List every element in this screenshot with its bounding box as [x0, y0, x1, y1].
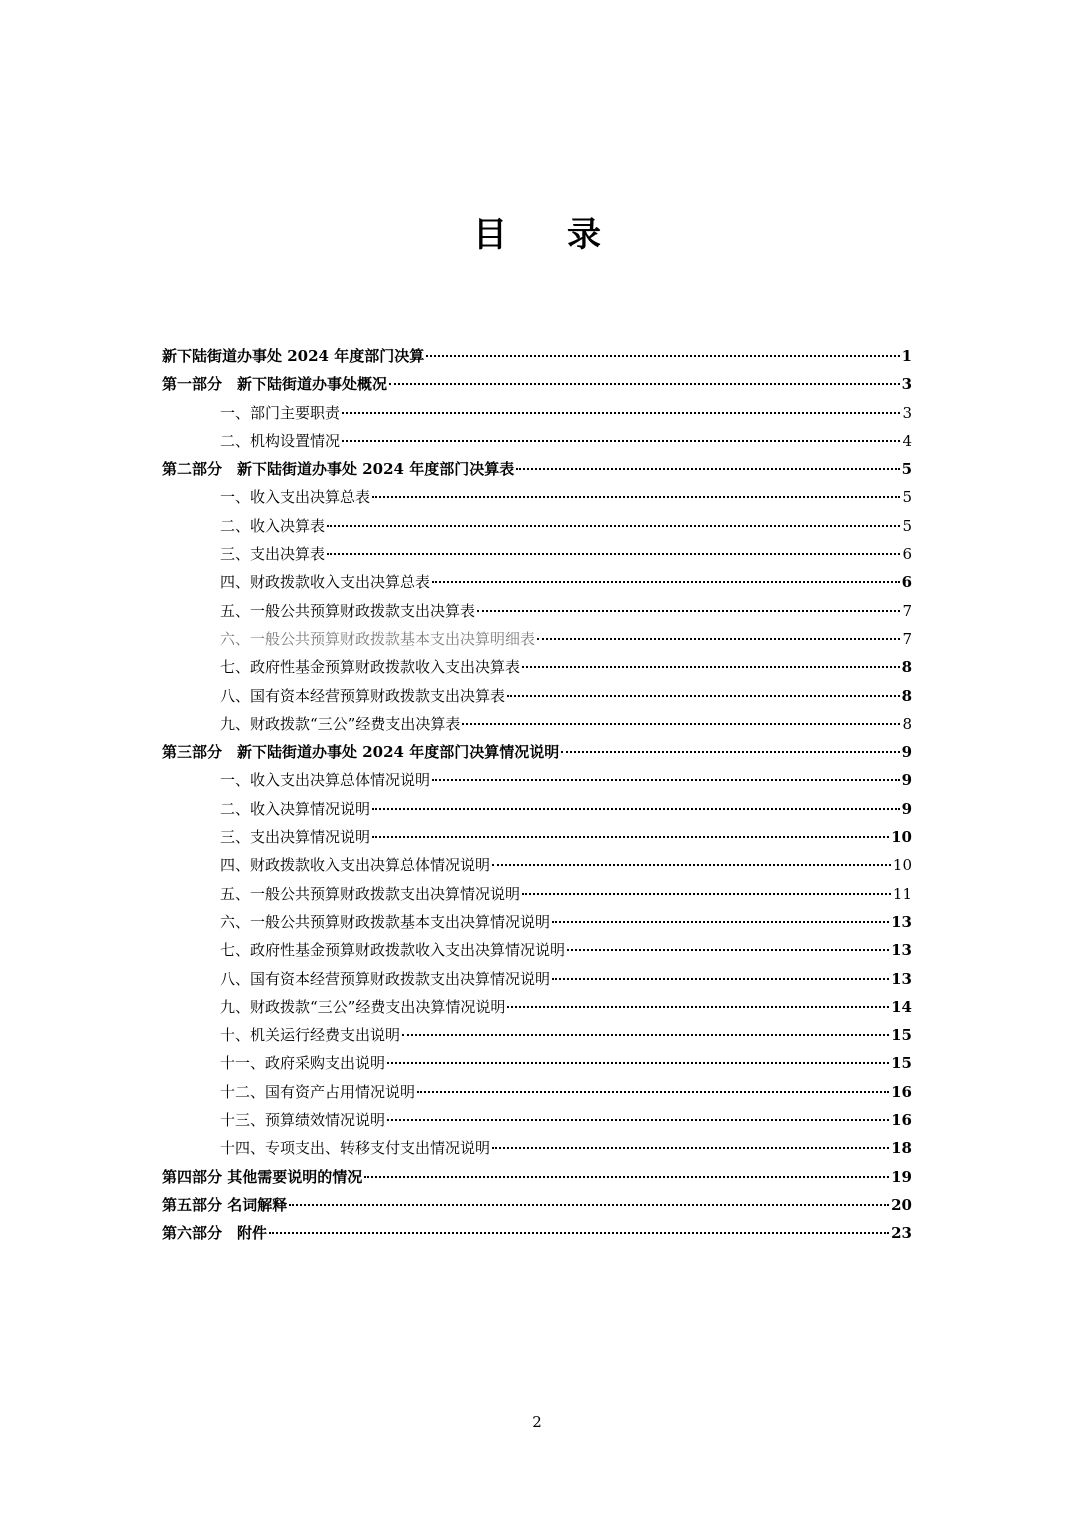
toc-section-entry[interactable]: [162, 1191, 912, 1219]
toc-page-number: 7: [902, 601, 912, 620]
toc-dot-leader: [387, 1061, 889, 1064]
toc-page-number: 7: [902, 629, 912, 648]
toc-dot-leader: [432, 778, 900, 781]
toc-entry-label: 十、机关运行经费支出说明: [220, 1026, 401, 1045]
toc-dot-leader: [552, 920, 889, 923]
toc-page-number: 8: [902, 714, 912, 733]
toc-page-number: 8: [901, 658, 912, 677]
toc-dot-leader: [567, 948, 889, 951]
toc-entry-label: 六、一般公共预算财政拨款基本支出决算明细表: [220, 629, 536, 648]
toc-page-number: 13: [891, 941, 912, 960]
toc-dot-leader: [426, 354, 899, 357]
toc-entry-label: 第一部分 新下陆街道办事处概况: [162, 375, 388, 394]
toc-entry-label: 第三部分 新下陆街道办事处 2024 年度部门决算情况说明: [162, 743, 560, 762]
toc-subsection-entry[interactable]: [162, 625, 912, 653]
toc-subsection-entry[interactable]: [162, 766, 912, 794]
toc-dot-leader: [327, 552, 900, 555]
toc-page-number: 5: [901, 460, 912, 479]
toc-subsection-entry[interactable]: [162, 908, 912, 936]
toc-dot-leader: [417, 1090, 889, 1093]
toc-dot-leader: [269, 1231, 889, 1234]
toc-page-number: 16: [891, 1082, 912, 1101]
toc-subsection-entry[interactable]: [162, 1078, 912, 1106]
toc-page-number: 3: [901, 375, 912, 394]
toc-entry-label: 一、收入支出决算总体情况说明: [220, 771, 431, 790]
toc-dot-leader: [516, 467, 899, 470]
toc-dot-leader: [372, 835, 889, 838]
toc-dot-leader: [522, 892, 891, 895]
toc-dot-leader: [507, 694, 900, 697]
toc-dot-leader: [537, 637, 900, 640]
toc-subsection-entry[interactable]: [162, 880, 912, 908]
toc-subsection-entry[interactable]: [162, 483, 912, 511]
toc-subsection-entry[interactable]: [162, 540, 912, 568]
toc-dot-leader: [432, 580, 900, 583]
toc-page-number: 15: [891, 1026, 912, 1045]
toc-dot-leader: [372, 807, 900, 810]
toc-subsection-entry[interactable]: [162, 710, 912, 738]
toc-subsection-entry[interactable]: [162, 1106, 912, 1134]
toc-entry-label: 七、政府性基金预算财政拨款收入支出决算表: [220, 658, 521, 677]
toc-section-entry[interactable]: [162, 1163, 912, 1191]
toc-page-number: 14: [891, 997, 912, 1016]
toc-dot-leader: [477, 609, 900, 612]
toc-subsection-entry[interactable]: [162, 1049, 912, 1077]
toc-dot-leader: [327, 524, 900, 527]
toc-page-number: 6: [901, 573, 912, 592]
toc-page-number: 11: [892, 884, 912, 903]
toc-dot-leader: [389, 382, 900, 385]
toc-page-number: 9: [901, 799, 912, 818]
toc-entry-label: 九、财政拨款“三公”经费支出决算情况说明: [220, 997, 506, 1016]
toc-subsection-entry[interactable]: [162, 568, 912, 596]
toc-section-entry[interactable]: [162, 455, 912, 483]
toc-entry-label: 三、支出决算表: [220, 545, 326, 564]
toc-dot-leader: [342, 439, 900, 442]
toc-page-number: 16: [891, 1111, 912, 1130]
toc-subsection-entry[interactable]: [162, 823, 912, 851]
toc-subsection-entry[interactable]: [162, 851, 912, 879]
toc-page-number: 9: [901, 771, 912, 790]
toc-dot-leader: [492, 863, 891, 866]
page-title: 目录: [473, 215, 661, 255]
toc-page-number: 1: [901, 347, 912, 365]
toc-subsection-entry[interactable]: [162, 399, 912, 427]
toc-page-number: 5: [902, 516, 912, 535]
toc-page-number: 10: [891, 828, 912, 847]
toc-subsection-entry[interactable]: [162, 427, 912, 455]
toc-page-number: 3: [902, 403, 912, 422]
toc-dot-leader: [342, 411, 900, 414]
toc-entry-label: 一、收入支出决算总表: [220, 488, 371, 507]
toc-subsection-entry[interactable]: [162, 653, 912, 681]
toc-page-number: 15: [891, 1054, 912, 1073]
toc-entry-label: 五、一般公共预算财政拨款支出决算表: [220, 601, 476, 620]
toc-subsection-entry[interactable]: [162, 936, 912, 964]
toc-page-number: 23: [891, 1224, 912, 1243]
toc-dot-leader: [462, 722, 900, 725]
toc-page-number: 13: [891, 912, 912, 931]
toc-section-entry[interactable]: [162, 738, 912, 766]
toc-entry-label: 四、财政拨款收入支出决算总表: [220, 573, 431, 592]
table-of-contents: [162, 342, 912, 1248]
toc-dot-leader: [507, 1005, 889, 1008]
toc-entry-label: 二、机构设置情况: [220, 431, 341, 450]
toc-subsection-entry[interactable]: [162, 965, 912, 993]
toc-page-number: 13: [891, 969, 912, 988]
page-number: 2: [532, 1413, 542, 1431]
toc-page-number: 19: [891, 1167, 912, 1186]
toc-dot-leader: [561, 750, 899, 753]
toc-entry-label: 八、国有资本经营预算财政拨款支出决算情况说明: [220, 969, 551, 988]
toc-dot-leader: [372, 495, 900, 498]
toc-entry-label: 十四、专项支出、转移支付支出情况说明: [220, 1139, 491, 1158]
toc-page-number: 18: [891, 1139, 912, 1158]
toc-section-entry[interactable]: [162, 342, 912, 370]
toc-dot-leader: [492, 1146, 889, 1149]
toc-entry-label: 十三、预算绩效情况说明: [220, 1111, 386, 1130]
toc-entry-label: 五、一般公共预算财政拨款支出决算情况说明: [220, 884, 521, 903]
toc-entry-label: 二、收入决算表: [220, 516, 326, 535]
toc-entry-label: 第六部分 附件: [162, 1224, 268, 1243]
toc-entry-label: 新下陆街道办事处 2024 年度部门决算: [162, 347, 425, 365]
toc-dot-leader: [552, 977, 889, 980]
toc-entry-label: 四、财政拨款收入支出决算总体情况说明: [220, 856, 491, 875]
toc-entry-label: 三、支出决算情况说明: [220, 828, 371, 847]
toc-entry-label: 六、一般公共预算财政拨款基本支出决算情况说明: [220, 912, 551, 931]
toc-page-number: 10: [892, 856, 912, 875]
toc-subsection-entry[interactable]: [162, 512, 912, 540]
toc-section-entry[interactable]: [162, 1219, 912, 1247]
toc-page-number: 5: [902, 488, 912, 507]
toc-entry-label: 九、财政拨款“三公”经费支出决算表: [220, 714, 461, 733]
toc-dot-leader: [402, 1033, 889, 1036]
toc-subsection-entry[interactable]: [162, 1134, 912, 1162]
toc-dot-leader: [387, 1118, 889, 1121]
toc-entry-label: 二、收入决算情况说明: [220, 799, 371, 818]
toc-page-number: 4: [902, 431, 912, 450]
toc-entry-label: 一、部门主要职责: [220, 403, 341, 422]
toc-page-number: 9: [901, 743, 912, 762]
toc-entry-label: 十一、政府采购支出说明: [220, 1054, 386, 1073]
toc-subsection-entry[interactable]: [162, 795, 912, 823]
toc-entry-label: 第五部分 名词解释: [162, 1195, 288, 1214]
toc-entry-label: 七、政府性基金预算财政拨款收入支出决算情况说明: [220, 941, 566, 960]
toc-subsection-entry[interactable]: [162, 993, 912, 1021]
toc-page-number: 20: [891, 1195, 912, 1214]
toc-dot-leader: [364, 1175, 889, 1178]
toc-entry-label: 八、国有资本经营预算财政拨款支出决算表: [220, 686, 506, 705]
toc-entry-label: 十二、国有资产占用情况说明: [220, 1082, 416, 1101]
toc-page-number: 6: [902, 545, 912, 564]
toc-entry-label: 第二部分 新下陆街道办事处 2024 年度部门决算表: [162, 460, 515, 479]
toc-dot-leader: [289, 1203, 889, 1206]
toc-subsection-entry[interactable]: [162, 1021, 912, 1049]
toc-page-number: 8: [901, 686, 912, 705]
toc-section-entry[interactable]: [162, 370, 912, 398]
toc-dot-leader: [522, 665, 900, 668]
toc-entry-label: 第四部分 其他需要说明的情况: [162, 1167, 363, 1186]
toc-subsection-entry[interactable]: [162, 597, 912, 625]
toc-subsection-entry[interactable]: [162, 682, 912, 710]
